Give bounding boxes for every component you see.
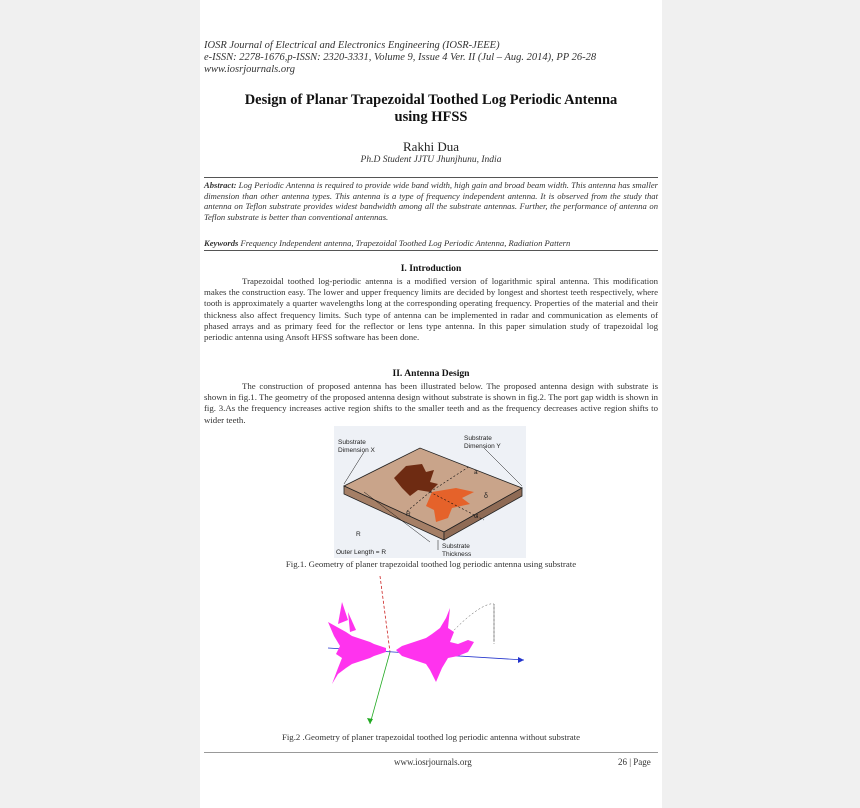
label-r2: R — [406, 511, 411, 518]
section-heading-introduction: I. Introduction — [400, 263, 462, 274]
author-name: Rakhi Dua — [403, 139, 459, 154]
paper-title-line1: Design of Planar Trapezoidal Toothed Log Periodic Antenna — [244, 92, 618, 108]
footer-page-number: 26 | Page — [618, 757, 651, 767]
label-dimension-y: Dimension Y — [464, 443, 501, 450]
introduction-paragraph: Trapezoidal toothed log-periodic antenna is a modified version of logarithmic spiral antenna. This modification makes the construction easy. The lower and upper frequency limits are decided by longest and shortest teeth respectively, where tooth is approximately a quarter wavelengths long at the corresponding operating frequency. Properties of the material and their thickness also affect frequency limits. Such type of antenna can be implemented in radar and communication as elements of phased arrays and as primary feed for the reflector or lens type antenna. In this paper simulation study of trapezoidal log periodic antenna using Ansoft HFSS software has been done. — [204, 276, 658, 343]
label-delta: δ — [484, 493, 488, 500]
antenna-design-text — [204, 381, 658, 426]
label-alpha: α — [474, 513, 479, 520]
keywords-text: Frequency Independent antenna, Trapezoidal Toothed Log Periodic Antenna, Radiation Pattern — [238, 238, 571, 248]
label-a1: a — [474, 469, 478, 476]
antenna-design-paragraph: The construction of proposed antenna has been illustrated below. The proposed antenna design with substrate is shown in fig.1. The geometry of the proposed antenna design without substrate is shown in fig.2. The port gap width is shown in fig. 3.As the frequency increases active region shifts to the smaller teeth and as the frequency decreases active region shifts to wider teeth. — [204, 381, 658, 425]
label-substrate-thickness: Substrate — [442, 543, 470, 550]
figure2-caption: Fig.2 .Geometry of planer trapezoidal toothed log periodic antenna without substrate — [281, 732, 581, 742]
label-r1: R — [356, 531, 361, 538]
abstract-block — [204, 180, 658, 222]
figure1-caption: Fig.1. Geometry of planer trapezoidal toothed log periodic antenna using substrate — [285, 559, 577, 569]
footer-url[interactable]: www.iosrjournals.org — [394, 757, 472, 767]
keywords-label: Keywords — [204, 238, 239, 248]
abstract-label: Abstract: — [204, 180, 237, 190]
journal-url[interactable]: www.iosrjournals.org — [204, 64, 296, 75]
figure1-substrate-diagram — [334, 426, 526, 558]
label-substrate-y: Substrate — [464, 435, 492, 442]
footer-rule — [204, 752, 658, 753]
introduction-text — [204, 276, 658, 343]
paper-title-line2: using HFSS — [394, 109, 468, 125]
keywords-block — [204, 238, 658, 249]
abstract-top-rule — [204, 177, 658, 178]
label-dimension-x: Dimension X — [338, 447, 375, 454]
author-affiliation: Ph.D Student JJTU Jhunjhunu, India — [360, 155, 502, 165]
section-heading-antenna-design: II. Antenna Design — [392, 368, 470, 379]
issn-line: e-ISSN: 2278-1676,p-ISSN: 2320-3331, Volume 9, Issue 4 Ver. II (Jul – Aug. 2014), PP 26-28 — [204, 52, 597, 63]
abstract-text: Log Periodic Antenna is required to provide wide band width, high gain and broad beam width. This antenna has smaller dimension than other antenna types. This antenna is a type of frequency independent antenna. It is observed from the study that antenna on Teflon substrate provides widest bandwidth among all the substrate antennas. Further, the performance of antenna on Teflon substrate is better than conventional antennas. — [204, 180, 658, 222]
label-outer-length: Outer Length = R — [336, 549, 387, 556]
journal-name: IOSR Journal of Electrical and Electronics Engineering (IOSR-JEEE) — [204, 40, 500, 51]
figure2-antenna-diagram — [318, 572, 544, 730]
abstract-bottom-rule — [204, 250, 658, 251]
label-thickness: Thickness — [442, 551, 472, 558]
label-substrate-x: Substrate — [338, 439, 366, 446]
